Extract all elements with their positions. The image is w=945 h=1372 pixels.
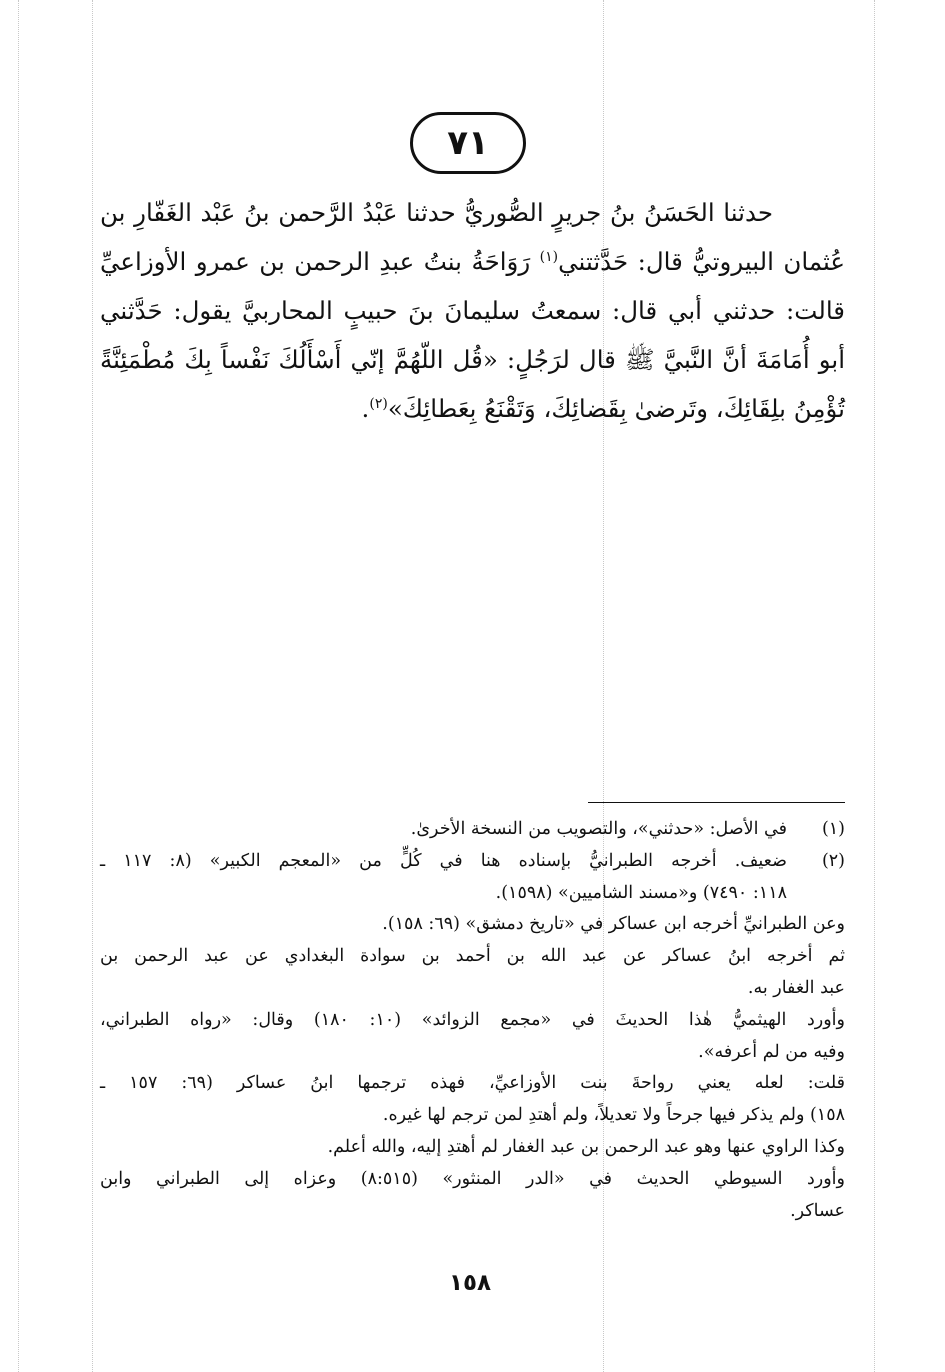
hadith-line: حدثنا الحَسَنُ بنُ جريرٍ الصُّوريُّ حدثنا عَبْدُ الرَّحمن بنُ عَبْد الغَفّارِ بن	[100, 198, 773, 227]
hadith-line-segment: عُثمان البيروتيُّ قال: حَدَّثتني	[558, 247, 845, 276]
footnote-line: ١١٨: ٧٤٩٠) و«مسند الشاميين» (١٥٩٨).	[495, 882, 787, 903]
footnote-line: عساكر.	[790, 1200, 845, 1221]
footnote	[100, 814, 845, 846]
footnote-line: وكذا الراوي عنها وهو عبد الرحمن بن عبد الغفار لم أهتدِ إليه، والله أعلم.	[327, 1136, 845, 1157]
hadith-line	[100, 237, 845, 286]
hadith-line-segment: .	[361, 394, 370, 423]
scan-dotted-guide-line	[18, 0, 19, 1372]
footnote-line: وعن الطبرانيِّ أخرجه ابن عساكر في «تاريخ دمشق» (٦٩: ١٥٨).	[382, 914, 845, 935]
footnotes	[100, 814, 845, 1227]
footnote-line: ١٥٨) ولم يذكر فيها جرحاً ولا تعديلاً، ولم أهتدِ لمن ترجم لها غيره.	[382, 1105, 845, 1126]
footnote-line: وأورد السيوطي الحديث في «الدر المنثور» (٨:٥١٥) وعزاه إلى الطبراني وابن	[100, 1168, 845, 1189]
footnote-body	[100, 814, 787, 846]
page-number: ١٥٨	[448, 1270, 492, 1296]
footnote-number: (٢)	[821, 850, 845, 871]
footnote-marker[interactable]: (٢)	[369, 395, 388, 412]
hadith-line	[100, 384, 845, 433]
footnote-line: في الأصل: «حدثني»، والتصويب من النسخة الأخرىٰ.	[410, 819, 787, 839]
footnote-line: وفيه من لم أعرفه».	[698, 1041, 845, 1062]
footnote-line: عبد الغفار به.	[747, 977, 845, 998]
footnote-line: ثم أخرجه ابنُ عساكر عن عبد الله بن أحمد بن سوادة البغدادي عن عبد الرحمن بن	[100, 946, 845, 967]
footnote-continuation	[100, 909, 845, 1227]
footnote-line: قلت: لعله يعني رواحةَ بنت الأوزاعيِّ، فهذه ترجمها ابنُ عساكر (٦٩: ١٥٧ ـ	[100, 1073, 845, 1094]
footnote-number: (١)	[821, 819, 845, 839]
footnote-separator	[588, 802, 845, 803]
hadith-line: قالت: حدثني أبي قال: سمعتُ سليمانَ بنَ حبيبٍ المحاربيَّ يقول: حَدَّثني	[100, 296, 845, 325]
footnote-body	[100, 846, 787, 910]
hadith-line-segment: رَوَاحَةُ بنتُ عبدِ الرحمن بن عمرو الأوزاعيِّ	[100, 247, 531, 276]
footnote-marker[interactable]: (١)	[539, 248, 559, 265]
hadith-text	[100, 188, 845, 433]
scan-dotted-guide-line	[874, 0, 875, 1372]
footnote	[100, 846, 845, 910]
hadith-number-badge	[410, 112, 526, 174]
footnote-body	[100, 909, 845, 1227]
hadith-line: أبو أُمَامَةَ أنَّ النَّبيَّ ﷺ قال لرَجُلٍ: «قُل اللّهُمَّ إنّي أَسْأَلُكَ نَفْساً بِكَ مُطْمَئِنَّةً	[100, 345, 845, 374]
footnote-line: وأورد الهيثميُّ هٰذا الحديثَ في «مجمع الزوائد» (١٠: ١٨٠) وقال: «رواه الطبراني،	[100, 1009, 845, 1030]
footnote-line: ضعيف. أخرجه الطبرانيُّ بإسناده هنا في كُلٍّ من «المعجم الكبير» (٨: ١١٧ ـ	[100, 850, 787, 871]
scan-dotted-guide-line	[92, 0, 93, 1372]
hadith-number: ٧١	[447, 123, 489, 163]
hadith-line-segment: تُؤْمِنُ بلِقَائِكَ، وتَرضىٰ بِقَضائِكَ، وَتَقْنَعُ بِعَطائِكَ»	[387, 394, 845, 423]
